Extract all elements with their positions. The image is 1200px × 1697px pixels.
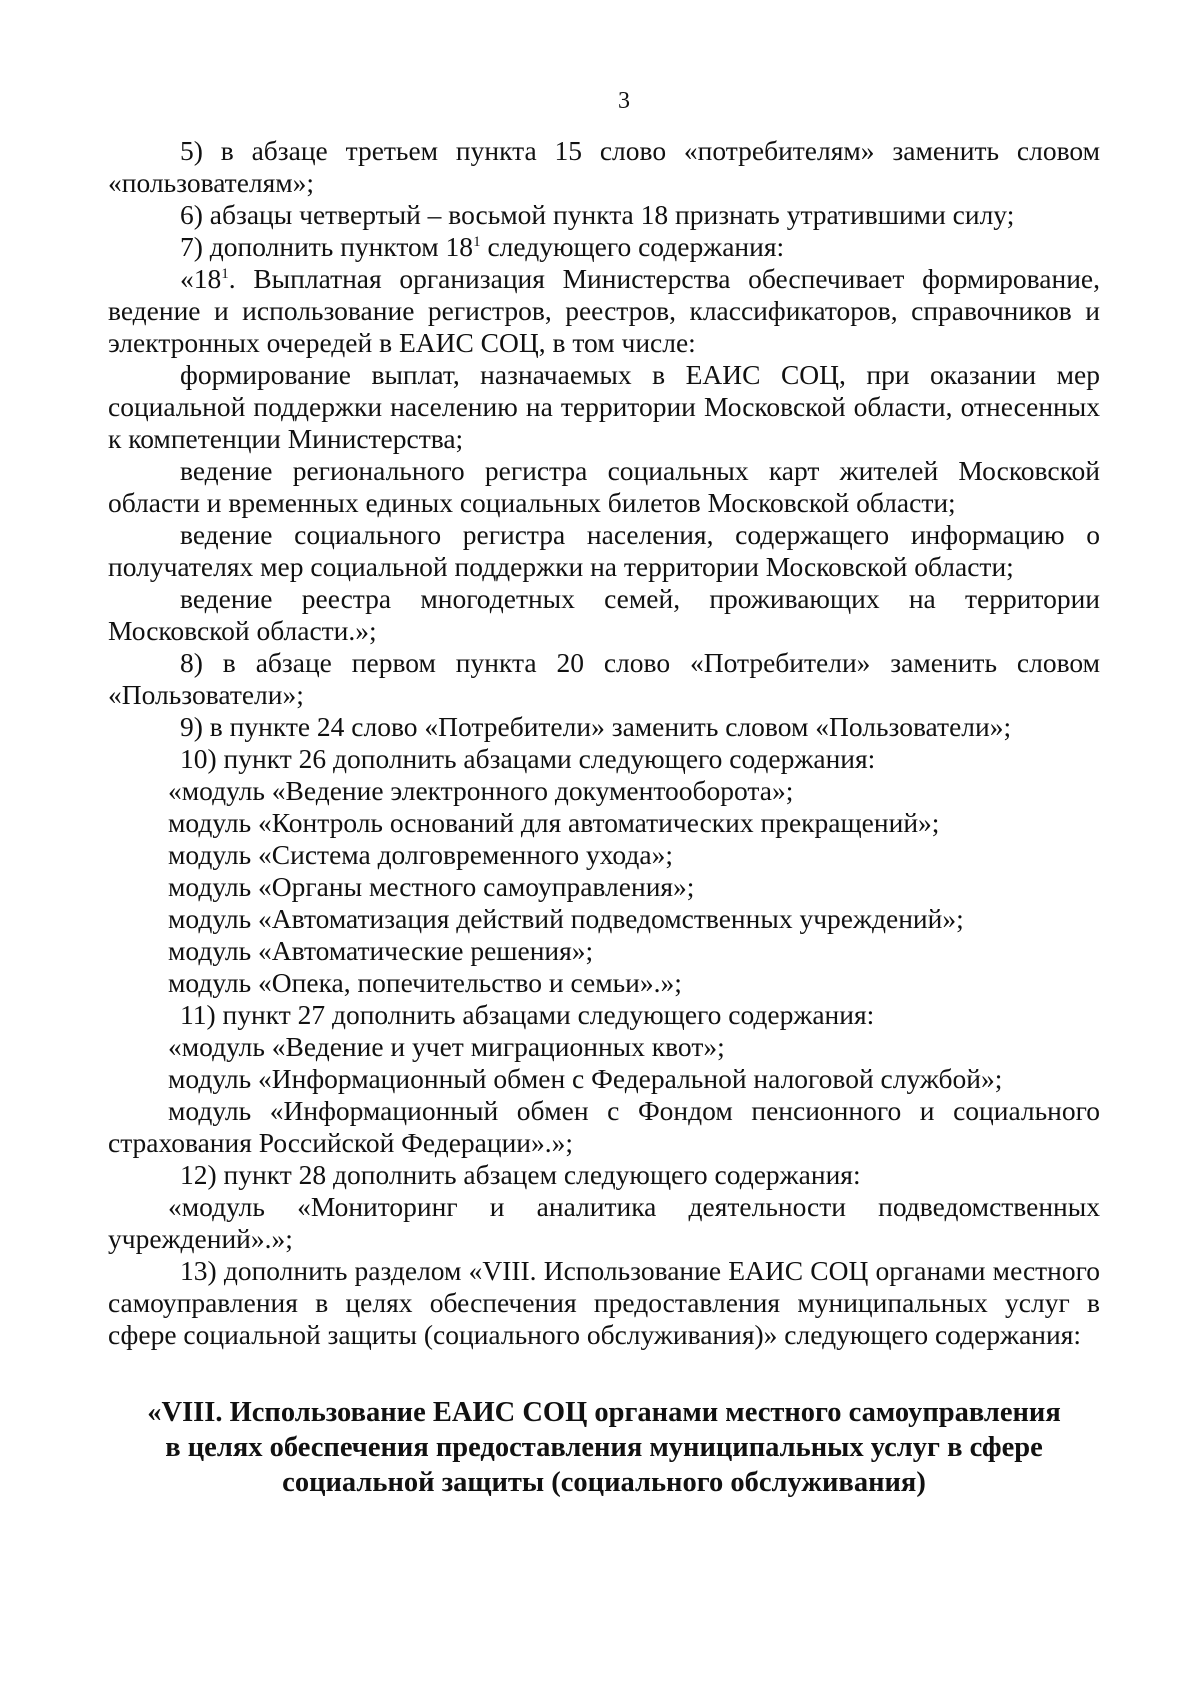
section-heading-line: социальной защиты (социального обслуживания) [282, 1467, 926, 1498]
page-number: 3 [618, 88, 630, 114]
section-heading-line: в целях обеспечения предоставления муниципальных услуг в сфере [165, 1432, 1043, 1463]
section-heading-line: «VIII. Использование ЕАИС СОЦ органами местного самоуправления [147, 1397, 1061, 1428]
paragraph: модуль «Информационный обмен с Федеральной налоговой службой»; [168, 1063, 1003, 1094]
paragraph-text: 7) дополнить пунктом 18 [180, 231, 474, 262]
paragraph: «модуль «Мониторинг и аналитика деятельности подведомственных учреждений».»; [108, 1191, 1100, 1254]
paragraph: 8) в абзаце первом пункта 20 слово «Потребители» заменить словом «Пользователи»; [108, 647, 1100, 710]
paragraph: модуль «Контроль оснований для автоматических прекращений»; [168, 807, 940, 838]
paragraph-text: следующего содержания: [480, 231, 785, 262]
paragraph: «модуль «Ведение электронного документооборота»; [168, 775, 794, 806]
paragraph: «модуль «Ведение и учет миграционных квот»; [168, 1031, 725, 1062]
paragraph: модуль «Автоматические решения»; [168, 935, 594, 966]
paragraph: модуль «Опека, попечительство и семьи».»; [168, 967, 682, 998]
paragraph: 9) в пункте 24 слово «Потребители» заменить словом «Пользователи»; [180, 711, 1012, 742]
paragraph-text: . Выплатная организация Министерства обеспечивает формирование, ведение и использование регистров, реестров, классификаторов, справочников и электронных очередей в ЕАИС СОЦ, в том числе: [108, 263, 1100, 358]
section-heading [108, 1395, 1100, 1500]
paragraph: ведение реестра многодетных семей, проживающих на территории Московской области.»; [108, 583, 1100, 646]
paragraph: модуль «Органы местного самоуправления»; [168, 871, 695, 902]
superscript: 1 [473, 233, 481, 250]
paragraph: ведение социального регистра населения, содержащего информацию о получателях мер социальной поддержки на территории Московской области; [108, 519, 1100, 582]
superscript: 1 [221, 265, 229, 282]
paragraph: 5) в абзаце третьем пункта 15 слово «потребителям» заменить словом «пользователям»; [108, 135, 1100, 198]
paragraph: ведение регионального регистра социальных карт жителей Московской области и временных единых социальных билетов Московской области; [108, 455, 1100, 518]
document-body [108, 135, 1100, 1351]
paragraph: 6) абзацы четвертый – восьмой пункта 18 признать утратившими силу; [180, 199, 1015, 230]
paragraph: модуль «Система долговременного ухода»; [168, 839, 673, 870]
paragraph: 12) пункт 28 дополнить абзацем следующего содержания: [180, 1159, 861, 1190]
paragraph [108, 263, 1100, 359]
paragraph: 10) пункт 26 дополнить абзацами следующего содержания: [180, 743, 876, 774]
paragraph: модуль «Информационный обмен с Фондом пенсионного и социального страхования Российской Федерации».»; [108, 1095, 1100, 1158]
paragraph-text: «18 [180, 263, 222, 294]
paragraph: модуль «Автоматизация действий подведомственных учреждений»; [168, 903, 964, 934]
paragraph: формирование выплат, назначаемых в ЕАИС СОЦ, при оказании мер социальной поддержки населению на территории Московской области, отнесенных к компетенции Министерства; [108, 359, 1100, 454]
paragraph: 13) дополнить разделом «VIII. Использование ЕАИС СОЦ органами местного самоуправления в целях обеспечения предоставления муниципальных услуг в сфере социальной защиты (социального обслуживания)» следующего содержания: [108, 1255, 1100, 1350]
paragraph: 11) пункт 27 дополнить абзацами следующего содержания: [180, 999, 875, 1030]
paragraph [108, 231, 1100, 263]
